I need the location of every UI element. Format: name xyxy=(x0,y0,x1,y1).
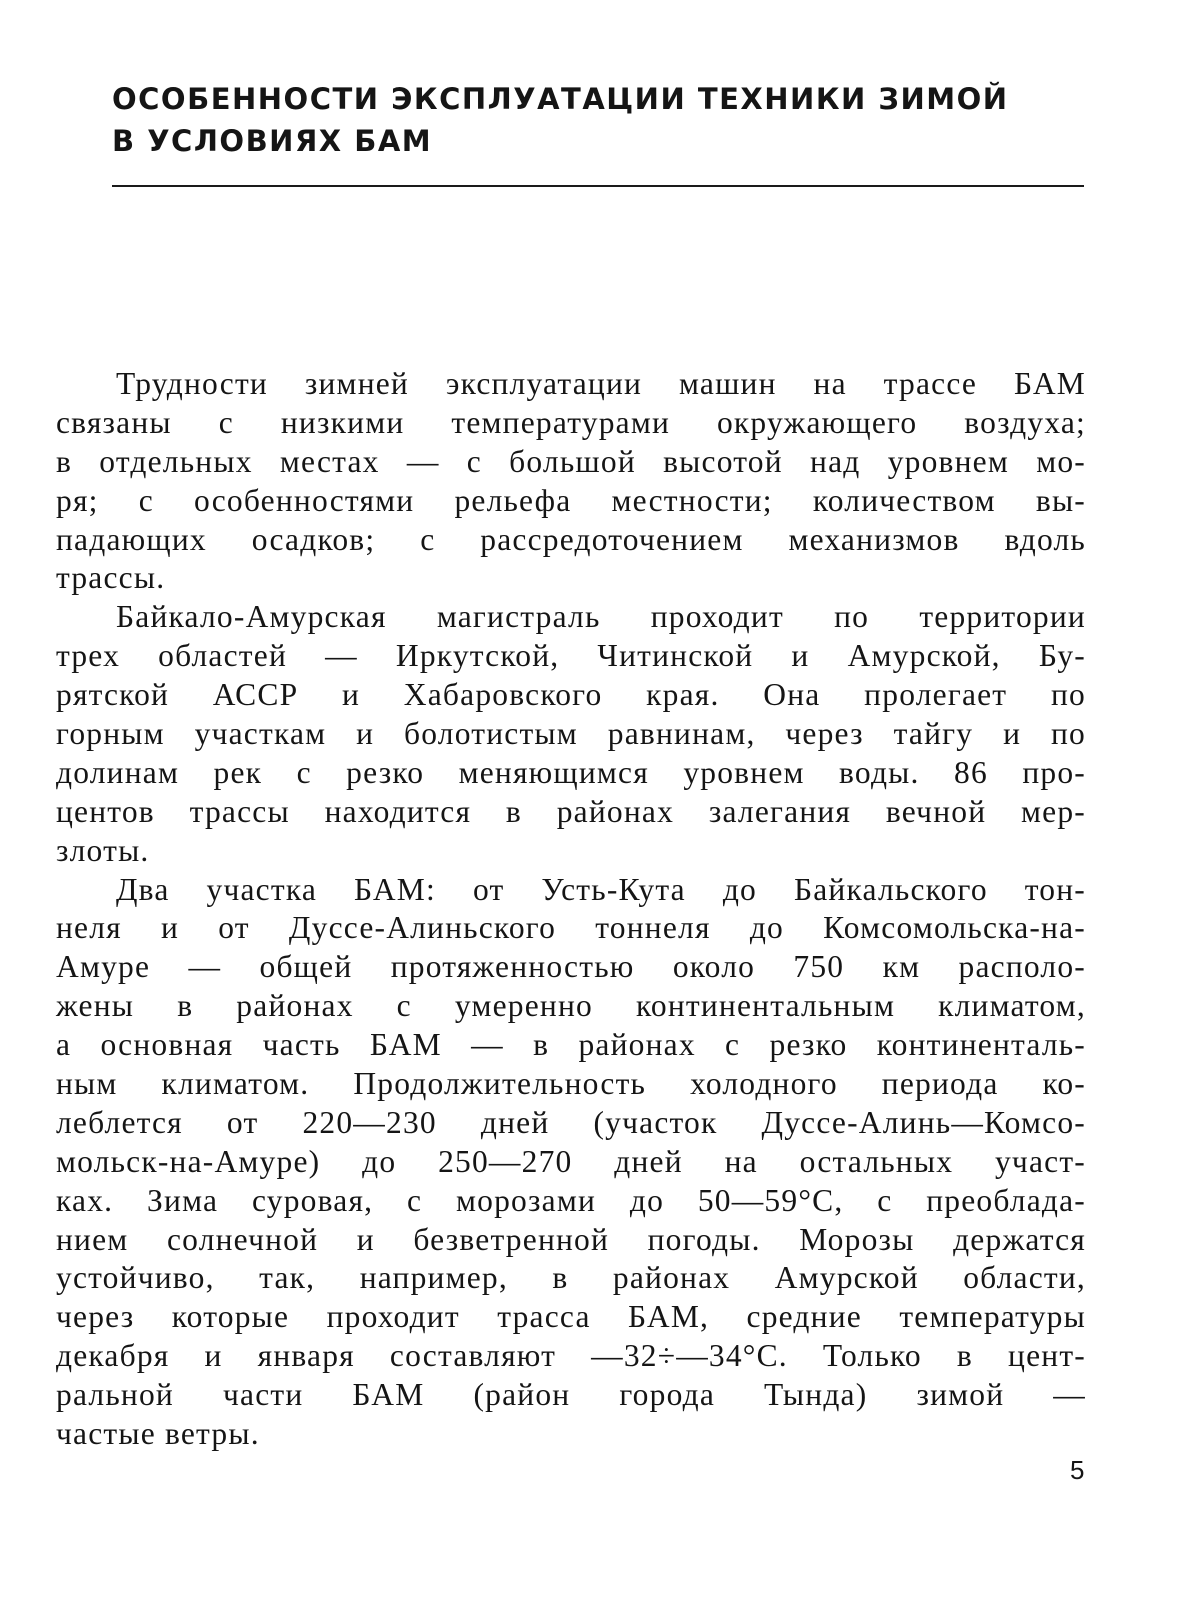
text-line: леблется от 220—230 дней (участок Дуссе-Алинь—Комсо- xyxy=(56,1104,1086,1140)
text-line: Два участка БАМ: от Усть-Кута до Байкальского тон- xyxy=(116,871,1086,907)
page-number: 5 xyxy=(1070,1455,1085,1485)
paragraph xyxy=(56,365,1086,598)
text-line: горным участкам и болотистым равнинам, через тайгу и по xyxy=(56,716,1086,752)
text-line: в отдельных местах — с большой высотой над уровнем мо- xyxy=(56,443,1086,479)
paragraph xyxy=(56,871,1086,1454)
text-line: злоты. xyxy=(56,832,150,868)
text-line: долинам рек с резко меняющимся уровнем воды. 86 про- xyxy=(56,754,1086,790)
text-line: мольск-на-Амуре) до 250—270 дней на остальных участ- xyxy=(56,1143,1086,1179)
text-line: Амуре — общей протяженностью около 750 км располо- xyxy=(56,949,1086,985)
text-line: ральной части БАМ (район города Тында) зимой — xyxy=(56,1377,1086,1413)
text-line: трех областей — Иркутской, Читинской и Амурской, Бу- xyxy=(56,638,1086,674)
text-line: частые ветры. xyxy=(56,1416,260,1452)
text-line: связаны с низкими температурами окружающего воздуха; xyxy=(56,404,1086,440)
text-line: через которые проходит трасса БАМ, средние температуры xyxy=(56,1299,1086,1335)
paragraph xyxy=(56,598,1086,870)
text-line: ря; с особенностями рельефа местности; количеством вы- xyxy=(56,482,1086,518)
text-line: ным климатом. Продолжительность холодного периода ко- xyxy=(56,1066,1086,1102)
text-line: а основная часть БАМ — в районах с резко континенталь- xyxy=(56,1027,1086,1063)
chapter-title xyxy=(112,78,1072,162)
text-line: рятской АССР и Хабаровского края. Она пролегает по xyxy=(56,677,1086,713)
body-text xyxy=(56,365,1086,1454)
text-line: устойчиво, так, например, в районах Амурской области, xyxy=(56,1260,1086,1296)
text-line: падающих осадков; с рассредоточением механизмов вдоль xyxy=(56,521,1086,557)
text-line: ках. Зима суровая, с морозами до 50—59°С, с преоблада- xyxy=(56,1182,1086,1218)
text-line: трассы. xyxy=(56,560,166,596)
text-line: декабря и января составляют —32÷—34°С. Только в цент- xyxy=(56,1338,1086,1374)
text-line: центов трассы находится в районах залегания вечной мер- xyxy=(56,793,1086,829)
text-line: нием солнечной и безветренной погоды. Морозы держатся xyxy=(56,1221,1086,1257)
text-line: жены в районах с умеренно континентальным климатом, xyxy=(56,988,1086,1024)
text-line: Байкало-Амурская магистраль проходит по территории xyxy=(116,599,1086,635)
chapter-title-line: ОСОБЕННОСТИ ЭКСПЛУАТАЦИИ ТЕХНИКИ ЗИМОЙ xyxy=(112,82,1009,116)
text-line: неля и от Дуссе-Алиньского тоннеля до Комсомольска-на- xyxy=(56,910,1086,946)
chapter-title-line: В УСЛОВИЯХ БАМ xyxy=(112,124,433,158)
text-line: Трудности зимней эксплуатации машин на трассе БАМ xyxy=(116,366,1086,401)
title-divider xyxy=(112,185,1084,187)
